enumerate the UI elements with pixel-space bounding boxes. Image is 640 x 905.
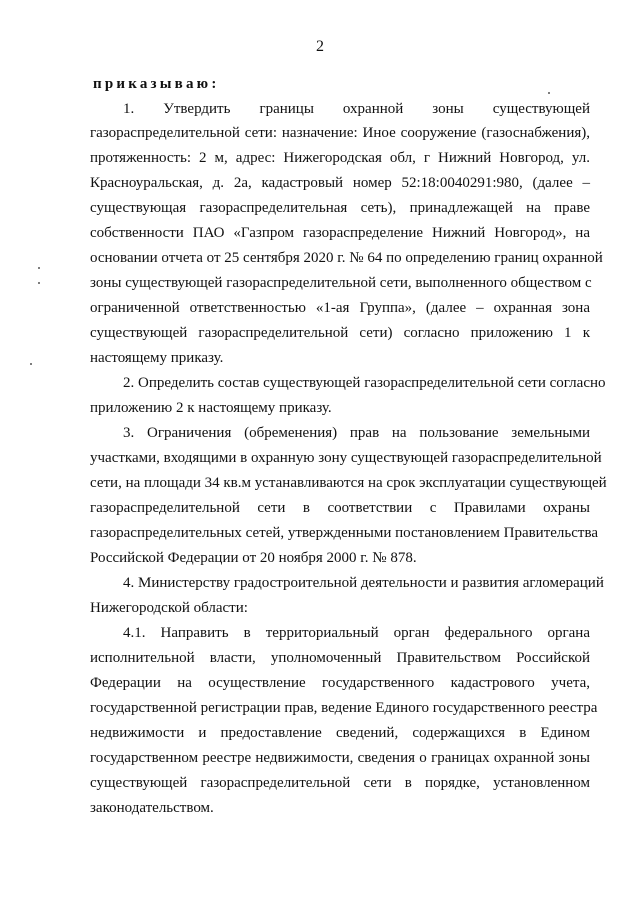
text-line: газораспределительных сетей, утвержденными постановлением Правительства (90, 525, 599, 541)
text-line: существующей газораспределительной сети) согласно приложению 1 к (90, 325, 590, 341)
text-line: 4. Министерству градостроительной деятельности и развития агломераций (123, 575, 604, 591)
text-line: 2. Определить состав существующей газораспределительной сети согласно (123, 375, 606, 391)
text-line: газораспределительной сети в соответствии с Правилами охраны (90, 500, 590, 516)
text-line: 3. Ограничения (обременения) прав на пользование земельными (123, 425, 590, 441)
text-line: ограниченной ответственностью «1-ая Группа», (далее – охранная зона (90, 300, 590, 316)
text-line: 1. Утвердить границы охранной зоны существующей (123, 101, 590, 117)
text-line: существующая газораспределительная сеть), принадлежащей на праве (90, 200, 590, 216)
text-line: государственном реестре недвижимости, сведения о границах охранной зоны (90, 750, 590, 766)
text-line: настоящему приказу. (90, 350, 224, 366)
text-line: Федерации на осуществление государственного кадастрового учета, (90, 675, 590, 691)
text-line: газораспределительной сети: назначение: Иное сооружение (газоснабжения), (90, 125, 590, 141)
text-line: приложению 2 к настоящему приказу. (90, 400, 332, 416)
scan-speck (548, 92, 550, 94)
text-line: 4.1. Направить в территориальный орган федерального органа (123, 625, 590, 641)
scan-speck (38, 267, 40, 269)
text-line: Нижегородской области: (90, 600, 248, 616)
text-line: исполнительной власти, уполномоченный Правительством Российской (90, 650, 590, 666)
text-line: основании отчета от 25 сентября 2020 г. № 64 по определению границ охранной (90, 250, 603, 266)
scan-speck (38, 282, 40, 284)
text-line: сети, на площади 34 кв.м устанавливаются на срок эксплуатации существующей (90, 475, 607, 491)
scan-speck (30, 363, 32, 365)
text-line: Российской Федерации от 20 ноября 2000 г. № 878. (90, 550, 417, 566)
text-line: существующей газораспределительной сети в порядке, установленном (90, 775, 590, 791)
text-line: недвижимости и предоставление сведений, содержащихся в Едином (90, 725, 590, 741)
order-heading: приказываю: (93, 76, 220, 92)
page-number: 2 (316, 38, 324, 55)
text-line: Красноуральская, д. 2а, кадастровый номер 52:18:0040291:980, (далее – (90, 175, 590, 191)
text-line: участками, входящими в охранную зону существующей газораспределительной (90, 450, 602, 466)
text-line: государственной регистрации прав, ведение Единого государственного реестра (90, 700, 598, 716)
text-line: законодательством. (90, 800, 214, 816)
text-line: протяженность: 2 м, адрес: Нижегородская обл, г Нижний Новгород, ул. (90, 150, 590, 166)
text-line: зоны существующей газораспределительной сети, выполненного обществом с (90, 275, 592, 291)
text-line: собственности ПАО «Газпром газораспределение Нижний Новгород», на (90, 225, 590, 241)
